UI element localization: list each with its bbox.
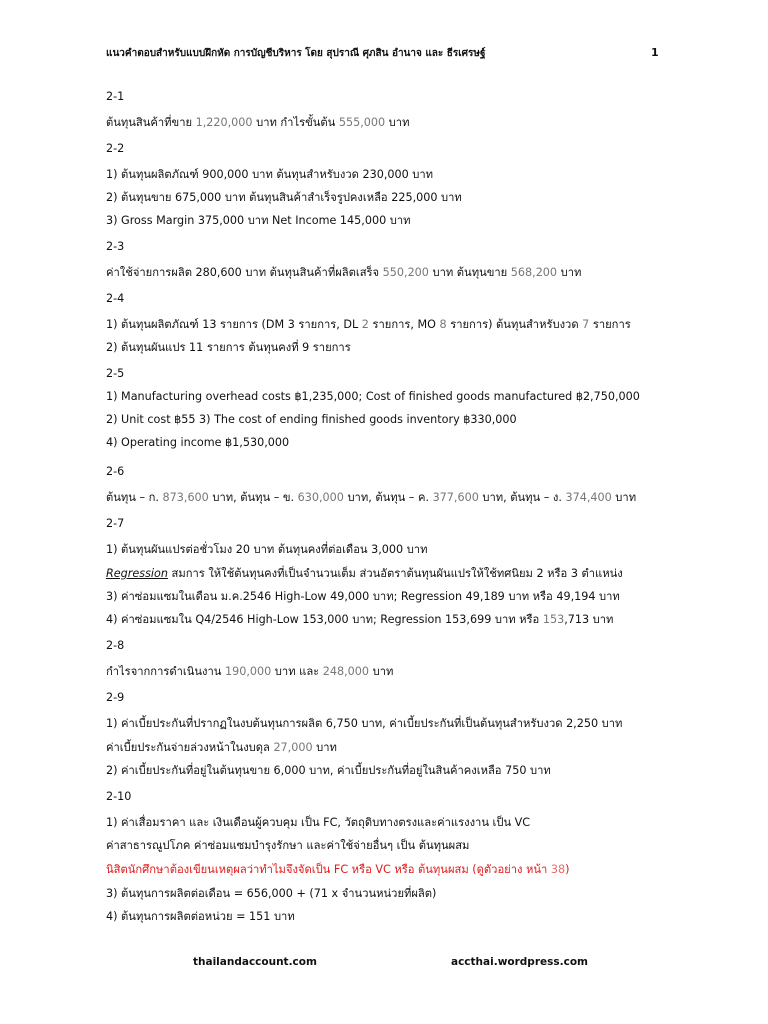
text-run: 4) Operating income ฿1,530,000 xyxy=(106,436,290,449)
text-run: 374,400 xyxy=(565,491,612,504)
text-line xyxy=(106,738,337,756)
page-number: 1 xyxy=(651,46,659,59)
text-run: 873,600 xyxy=(162,491,209,504)
text-line xyxy=(106,465,124,478)
text-line xyxy=(106,639,124,652)
text-run: บาท และ xyxy=(271,665,323,678)
text-run: 2-8 xyxy=(106,639,125,652)
text-run: Regression xyxy=(106,567,168,580)
text-run: บาท กำไรขั้นต้น xyxy=(252,116,339,129)
text-run: รายการ, MO xyxy=(368,318,440,331)
text-run: 1,220,000 xyxy=(195,116,253,129)
text-run: 4) ต้นทุนการผลิตต่อหน่วย = 151 บาท xyxy=(106,910,295,923)
text-line xyxy=(106,610,613,628)
text-line xyxy=(106,263,581,281)
text-run: บาท xyxy=(557,266,582,279)
text-line xyxy=(106,240,124,253)
text-run: 555,000 xyxy=(338,116,386,129)
text-line xyxy=(106,884,436,902)
page-header-title: แนวคำตอบสำหรับแบบฝึกหัด การบัญชีบริหาร โดย สุปราณี ศุภสิน อำนาจ และ ธีรเศรษฐ์ xyxy=(106,48,486,59)
text-run: 1) ค่าเสื่อมราคา และ เงินเดือนผู้ควบคุม เป็น FC, วัตถุดิบทางตรงและค่าแรงงาน เป็น VC xyxy=(106,816,531,829)
text-line xyxy=(106,587,620,605)
text-run: กำไรจากการดำเนินงาน xyxy=(106,665,225,678)
text-run: ค่าใช้จ่ายการผลิต 280,600 บาท ต้นทุนสินค้าที่ผลิตเสร็จ xyxy=(106,266,383,279)
text-run: นิสิตนักศึกษาต้องเขียนเหตุผลว่าทำไมจึงจัดเป็น FC หรือ VC หรือ ต้นทุนผสม (ดูตัวอย่าง หน้า xyxy=(106,863,551,876)
text-run: 1) ต้นทุนผลิตภัณฑ์ 13 รายการ (DM 3 รายการ, DL xyxy=(106,318,362,331)
text-run: 2-5 xyxy=(106,367,125,380)
text-run: ต้นทุน – ก. xyxy=(106,491,163,504)
text-run: ) xyxy=(565,863,570,876)
text-run: 3) ต้นทุนการผลิตต่อเดือน = 656,000 + (71 x จำนวนหน่วยที่ผลิต) xyxy=(106,887,437,900)
text-run: บาท, ต้นทุน – ข. xyxy=(208,491,298,504)
text-run: รายการ xyxy=(589,318,631,331)
text-line xyxy=(106,540,427,558)
text-run: 2-3 xyxy=(106,240,125,253)
text-run: บาท, ต้นทุน – ง. xyxy=(478,491,566,504)
text-run: 630,000 xyxy=(297,491,344,504)
text-run: 2-4 xyxy=(106,292,125,305)
text-line xyxy=(106,691,124,704)
text-line xyxy=(106,714,622,732)
text-run: 38 xyxy=(550,863,566,876)
text-line xyxy=(106,90,124,103)
text-run: 1) ต้นทุนผลิตภัณฑ์ 900,000 บาท ต้นทุนสำหรับงวด 230,000 บาท xyxy=(106,168,434,181)
text-line xyxy=(106,338,351,356)
text-run: 8 xyxy=(439,318,447,331)
text-line xyxy=(106,413,517,426)
text-run: 2) ต้นทุนขาย 675,000 บาท ต้นทุนสินค้าสำเร็จรูปคงเหลือ 225,000 บาท xyxy=(106,191,462,204)
text-run: รายการ) ต้นทุนสำหรับงวด xyxy=(446,318,583,331)
text-run: บาท ต้นทุนขาย xyxy=(428,266,511,279)
text-line xyxy=(106,517,124,530)
text-run: 27,000 xyxy=(273,741,313,754)
text-run: บาท, ต้นทุน – ค. xyxy=(343,491,433,504)
text-line xyxy=(106,790,131,803)
text-run: 377,600 xyxy=(432,491,479,504)
text-line xyxy=(106,188,462,206)
text-line xyxy=(106,662,393,680)
text-line xyxy=(106,488,636,506)
text-run: บาท xyxy=(385,116,410,129)
text-line xyxy=(106,813,530,831)
footer-left-site: thailandaccount.com xyxy=(193,956,317,968)
text-run: 1) ค่าเบี้ยประกันที่ปรากฏในงบต้นทุนการผลิต 6,750 บาท, ค่าเบี้ยประกันที่เป็นต้นทุนสำหรับงวด 2,250 บาท xyxy=(106,717,623,730)
text-line xyxy=(106,113,409,131)
text-run: 4) ค่าซ่อมแซมใน Q4/2546 High-Low 153,000 บาท; Regression 153,699 บาท หรือ xyxy=(106,613,543,626)
text-run: 2-6 xyxy=(106,465,125,478)
text-run: 3) ค่าซ่อมแซมในเดือน ม.ค.2546 High-Low 49,000 บาท; Regression 49,189 บาท หรือ 49,194 บาท xyxy=(106,590,620,603)
text-run: 153 xyxy=(542,613,565,626)
text-line xyxy=(106,761,551,779)
text-line xyxy=(106,292,124,305)
text-run: 1) ต้นทุนผันแปรต่อชั่วโมง 20 บาท ต้นทุนคงที่ต่อเดือน 3,000 บาท xyxy=(106,543,428,556)
text-line xyxy=(106,211,411,229)
text-run: บาท xyxy=(611,491,637,504)
text-run: 2) Unit cost ฿55 3) The cost of ending finished goods inventory ฿330,000 xyxy=(106,413,517,426)
text-run: ต้นทุนสินค้าที่ขาย xyxy=(106,116,196,129)
text-line xyxy=(106,564,623,582)
text-run: 2-9 xyxy=(106,691,125,704)
text-line xyxy=(106,315,631,333)
text-run: 2-1 xyxy=(106,90,125,103)
text-run: 248,000 xyxy=(322,665,370,678)
text-line xyxy=(106,907,295,925)
text-line xyxy=(106,367,124,380)
text-run: 2) ต้นทุนผันแปร 11 รายการ ต้นทุนคงที่ 9 รายการ xyxy=(106,341,351,354)
text-run: ค่าสาธารณูปโภค ค่าซ่อมแซมบำรุงรักษา และค่าใช้จ่ายอื่นๆ เป็น ต้นทุนผสม xyxy=(106,839,470,852)
text-run: 2-7 xyxy=(106,517,125,530)
text-run: 7 xyxy=(582,318,590,331)
text-run: 3) Gross Margin 375,000 บาท Net Income 145,000 บาท xyxy=(106,214,411,227)
text-line xyxy=(106,390,640,403)
text-run: 550,200 xyxy=(382,266,429,279)
text-line xyxy=(106,836,469,854)
text-run: 190,000 xyxy=(224,665,272,678)
text-line xyxy=(106,860,570,878)
text-run: ค่าเบี้ยประกันจ่ายล่วงหน้าในงบดุล xyxy=(106,741,274,754)
text-run: บาท xyxy=(369,665,394,678)
text-line xyxy=(106,165,433,183)
text-run: ,713 บาท xyxy=(564,613,614,626)
text-line xyxy=(106,142,124,155)
footer-right-site: accthai.wordpress.com xyxy=(451,956,588,968)
text-run: สมการ ให้ใช้ต้นทุนคงที่เป็นจำนวนเต็ม ส่วนอัตราต้นทุนผันแปรให้ใช้ทศนิยม 2 หรือ 3 ตำแหน่ง xyxy=(167,567,623,580)
text-run: 2-2 xyxy=(106,142,125,155)
text-run: 2 xyxy=(361,318,369,331)
text-line xyxy=(106,436,289,449)
text-run: 568,200 xyxy=(510,266,558,279)
text-run: 2-10 xyxy=(106,790,132,803)
text-run: บาท xyxy=(312,741,337,754)
text-run: 1) Manufacturing overhead costs ฿1,235,000; Cost of finished goods manufactured ฿2,750,000 xyxy=(106,390,640,403)
text-run: 2) ค่าเบี้ยประกันที่อยู่ในต้นทุนขาย 6,000 บาท, ค่าเบี้ยประกันที่อยู่ในสินค้าคงเหลือ 750 บาท xyxy=(106,764,551,777)
